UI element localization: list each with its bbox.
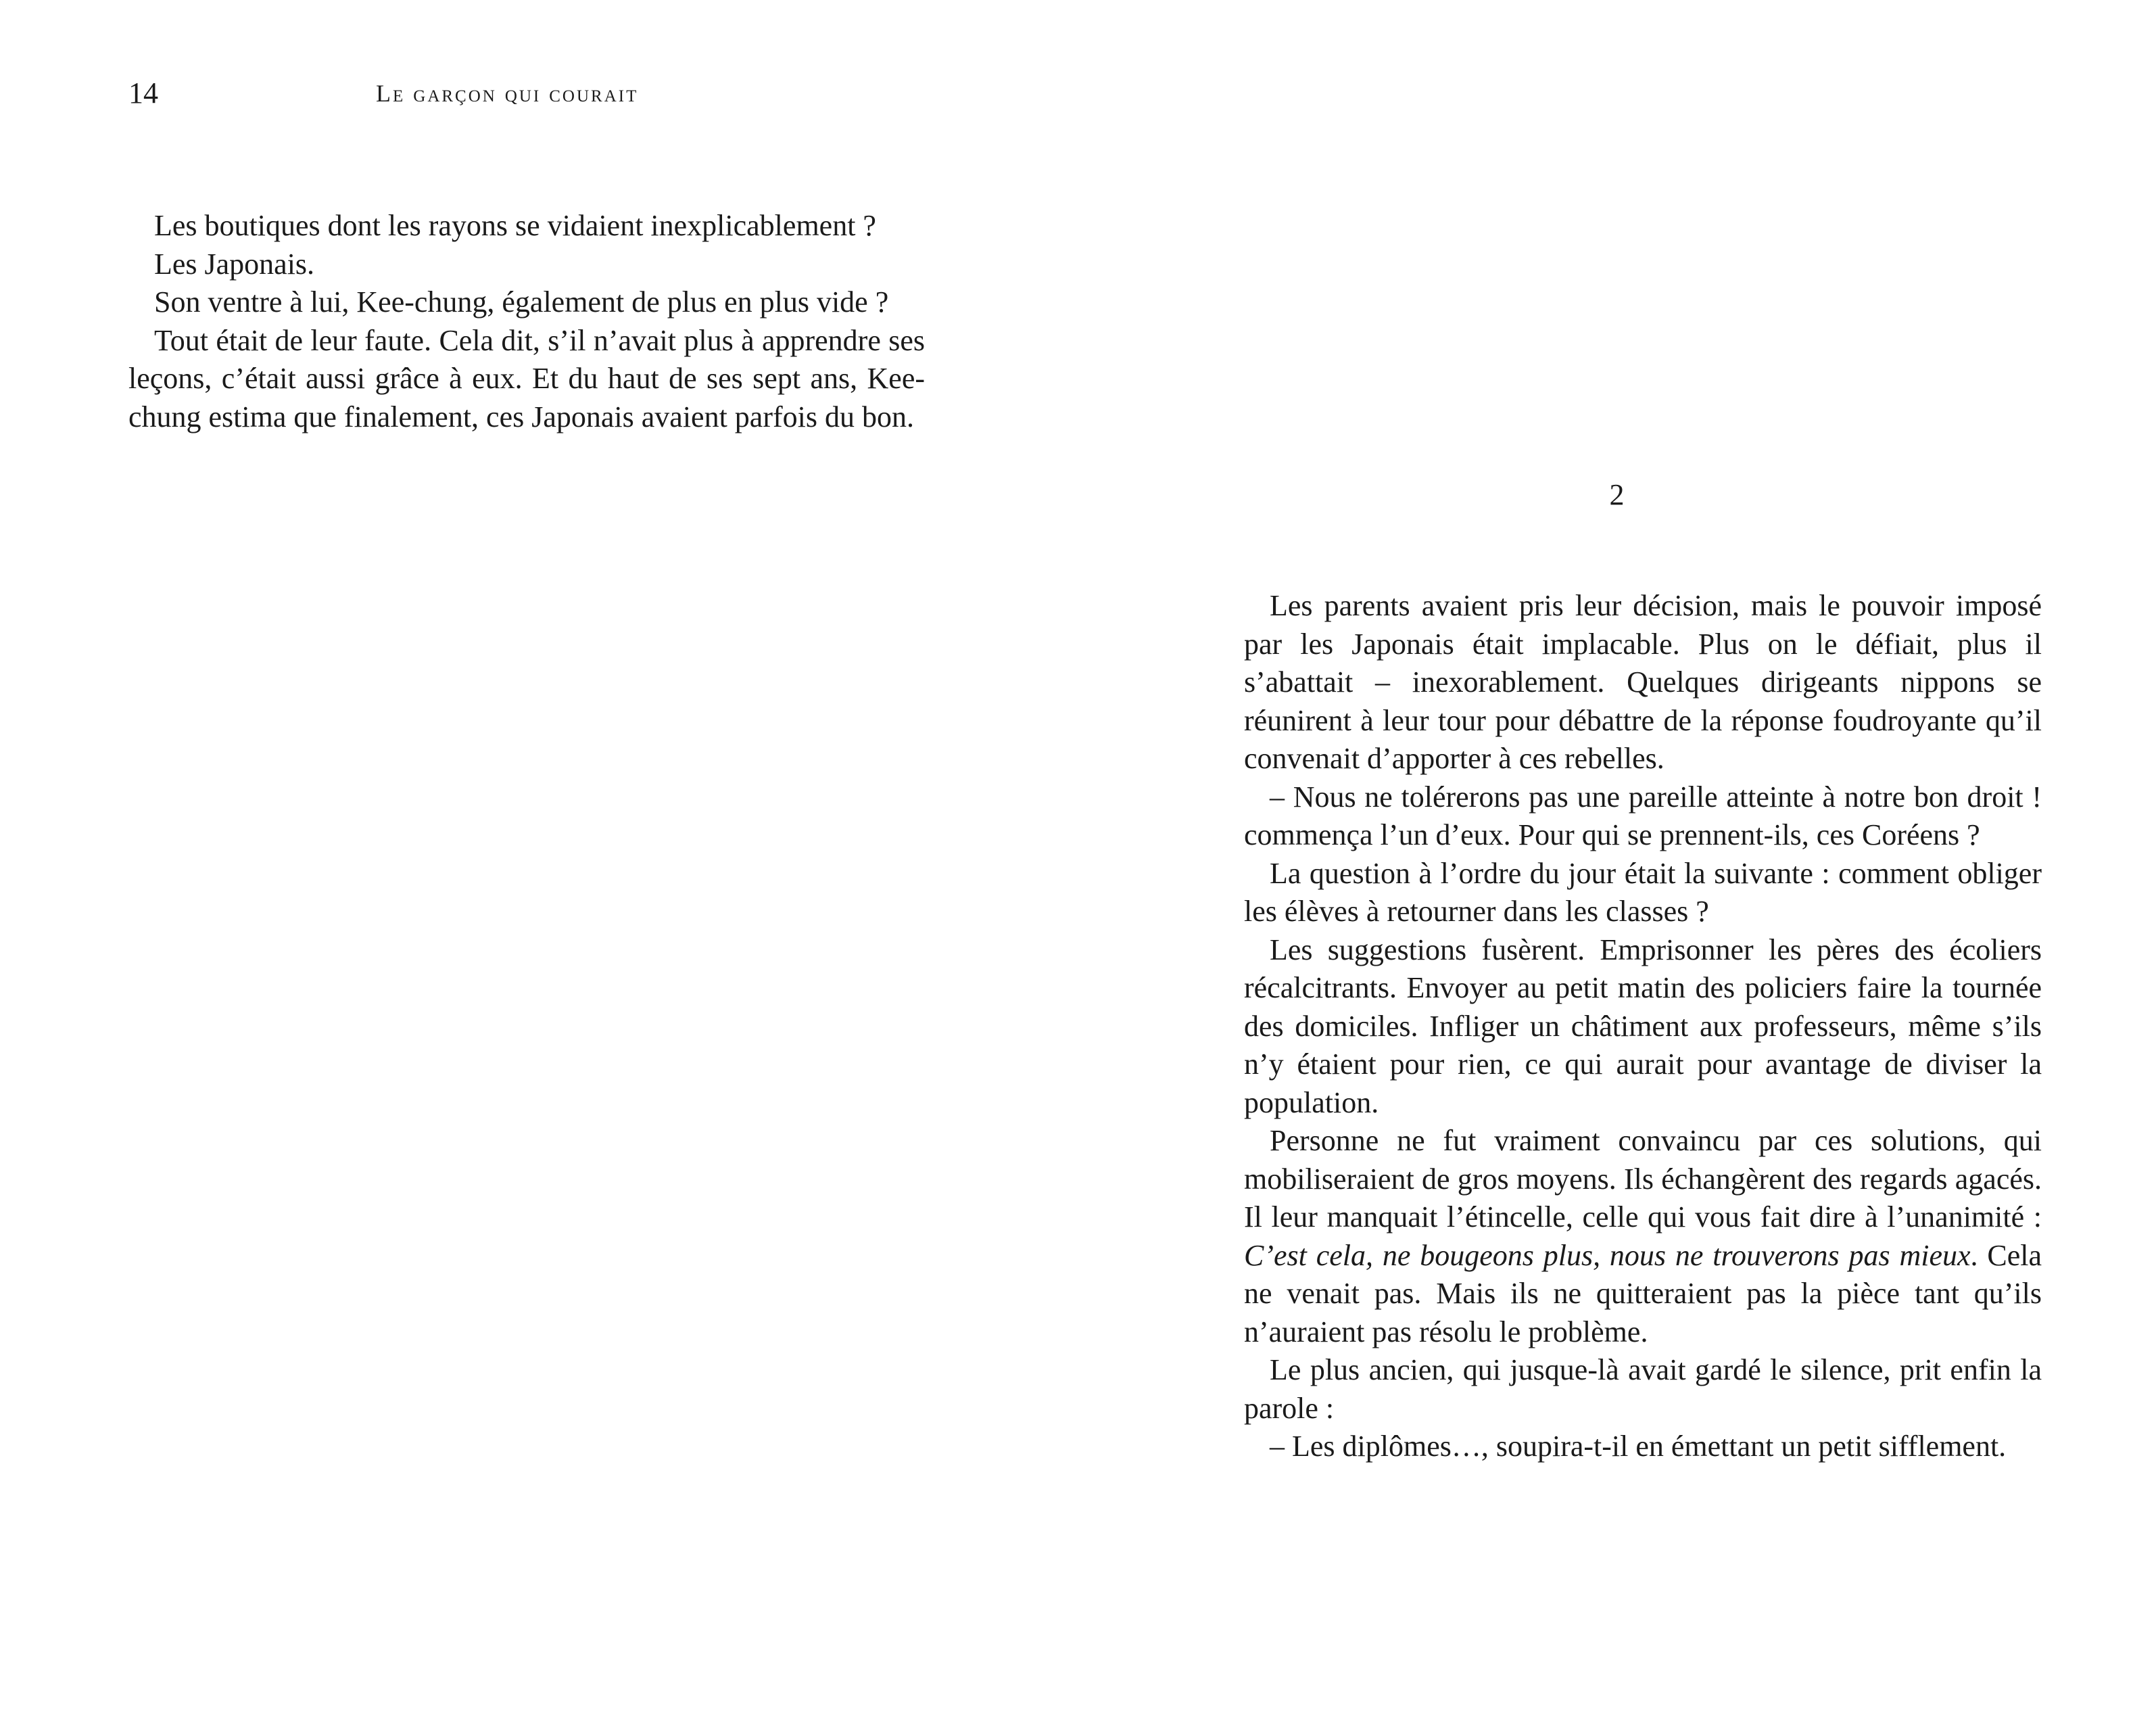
left-page-body — [128, 207, 925, 436]
dialogue-paragraph: – Nous ne tolérerons pas une pareille atteinte à notre bon droit ! commença l’un d’eux. Pour qui se prennent-ils, ces Coréens ? — [1244, 780, 2042, 851]
paragraph: Les parents avaient pris leur décision, mais le pouvoir imposé par les Japonais était implacable. Plus on le défiait, plus il s’abattait – inexorablement. Quelques dirigeants nippons se réunirent à leur tour pour débattre de la réponse foudroyante qu’il convenait d’apporter à ces rebelles. — [1244, 589, 2042, 775]
paragraph: Les suggestions fusèrent. Emprisonner les pères des écoliers récalcitrants. Envoyer au petit matin des policiers faire la tournée des domiciles. Infliger un châtiment aux professeurs, même s’ils n’y étaient pour rien, ce qui aurait pour avantage de diviser la population. — [1244, 933, 2042, 1119]
dialogue-paragraph: – Les diplômes…, soupira-t-il en émettant un petit sifflement. — [1270, 1430, 2007, 1463]
italic-quote: C’est cela, ne bougeons plus, nous ne trouverons pas mieux — [1244, 1238, 1971, 1272]
paragraph-text: . Cela ne venait pas. Mais ils ne quitteraient pas la pièce tant qu’ils n’auraient pas résolu le problème. — [1244, 1238, 2042, 1348]
right-page — [1078, 0, 2156, 1717]
chapter-number — [1078, 475, 2156, 515]
chapter-number-text: 2 — [1609, 478, 1625, 511]
paragraph: Son ventre à lui, Kee-chung, également de plus en plus vide ? — [154, 285, 889, 319]
page-number: 14 — [128, 76, 158, 110]
paragraph-text: Personne ne fut vraiment convaincu par ces solutions, qui mobiliseraient de gros moyens. Ils échangèrent des regards agacés. Il leur manquait l’étincelle, celle qui vous fait dire à l’unanimité : — [1244, 1124, 2042, 1233]
right-page-body — [1244, 587, 2042, 1466]
paragraph: Le plus ancien, qui jusque-là avait gardé le silence, prit enfin la parole : — [1244, 1353, 2042, 1425]
running-head: Le garçon qui courait — [376, 80, 639, 107]
paragraph: Les boutiques dont les rayons se vidaient inexplicablement ? — [154, 209, 876, 242]
paragraph-with-italic — [1244, 1122, 2042, 1351]
paragraph: La question à l’ordre du jour était la suivante : comment obliger les élèves à retourner dans les classes ? — [1244, 856, 2042, 928]
paragraph: Tout était de leur faute. Cela dit, s’il n’avait plus à apprendre ses leçons, c’était aussi grâce à eux. Et du haut de ses sept ans, Kee-chung estima que finalement, ces Japonais avaient parfois du bon. — [128, 323, 925, 433]
paragraph: Les Japonais. — [154, 247, 315, 281]
